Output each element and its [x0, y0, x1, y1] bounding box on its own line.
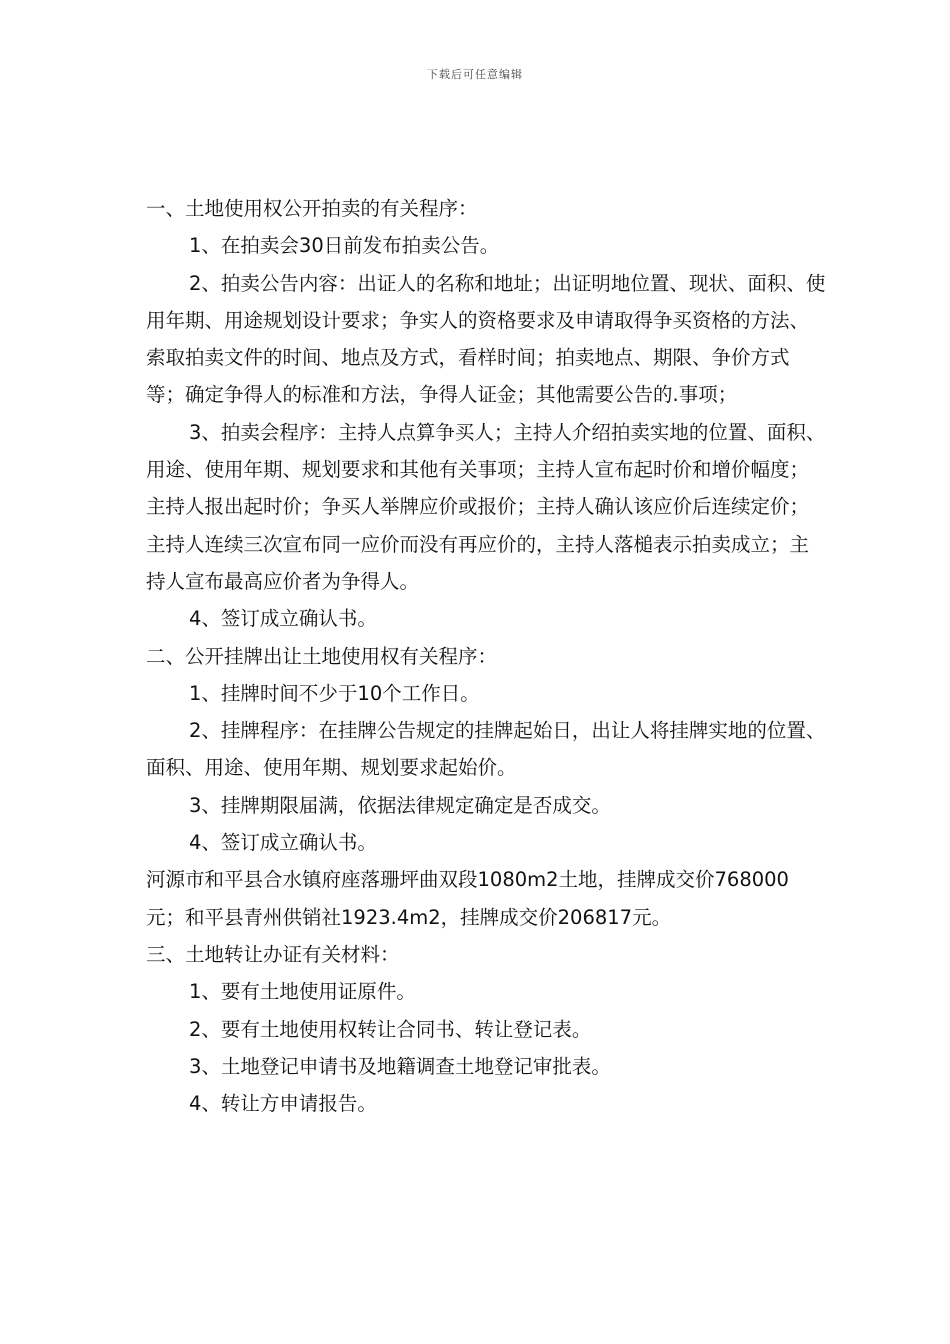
list-item: 1、在拍卖会30日前发布拍卖公告。 — [189, 234, 500, 258]
list-item: 1、要有土地使用证原件。 — [189, 980, 416, 1004]
list-item: 4、转让方申请报告。 — [189, 1092, 377, 1116]
list-item: 3、土地登记申请书及地籍调查土地登记审批表。 — [189, 1054, 611, 1078]
list-item: 2、挂牌程序：在挂牌公告规定的挂牌起始日，出让人将挂牌实地的位置、面积、用途、使用年期、规划要求起始价。 — [146, 719, 826, 780]
section-heading-2: 二、公开挂牌出让土地使用权有关程序： — [146, 644, 498, 668]
document-body — [146, 190, 826, 1122]
page-header-note: 下载后可任意编辑 — [427, 68, 523, 81]
section-heading-3: 三、土地转让办证有关材料： — [146, 942, 400, 966]
list-item: 1、挂牌时间不少于10个工作日。 — [189, 681, 480, 705]
list-item: 4、签订成立确认书。 — [189, 831, 377, 855]
list-item: 2、要有土地使用权转让合同书、转让登记表。 — [189, 1017, 592, 1041]
list-item: 2、拍卖公告内容：出证人的名称和地址；出证明地位置、现状、面积、使用年期、用途规划设计要求；争实人的资格要求及申请取得争买资格的方法、索取拍卖文件的时间、地点及方式，看样时间；拍卖地点、期限、争价方式等；确定争得人的标准和方法，争得人证金；其他需要公告的.事项； — [146, 271, 826, 407]
list-item: 3、拍卖会程序：主持人点算争买人；主持人介绍拍卖实地的位置、面积、用途、使用年期、规划要求和其他有关事项；主持人宣布起时价和增价幅度；主持人报出起时价；争买人举牌应价或报价；主持人确认该应价后连续定价；主持人连续三次宣布同一应价而没有再应价的，主持人落槌表示拍卖成立；主持人宣布最高应价者为争得人。 — [146, 420, 826, 593]
list-item: 4、签订成立确认书。 — [189, 607, 377, 631]
section-heading-1: 一、土地使用权公开拍卖的有关程序： — [146, 197, 478, 220]
example-paragraph: 河源市和平县合水镇府座落珊坪曲双段1080m2土地，挂牌成交价768000元；和平县青州供销社1923.4m2，挂牌成交价206817元。 — [146, 868, 789, 929]
list-item: 3、挂牌期限届满，依据法律规定确定是否成交。 — [189, 793, 611, 817]
